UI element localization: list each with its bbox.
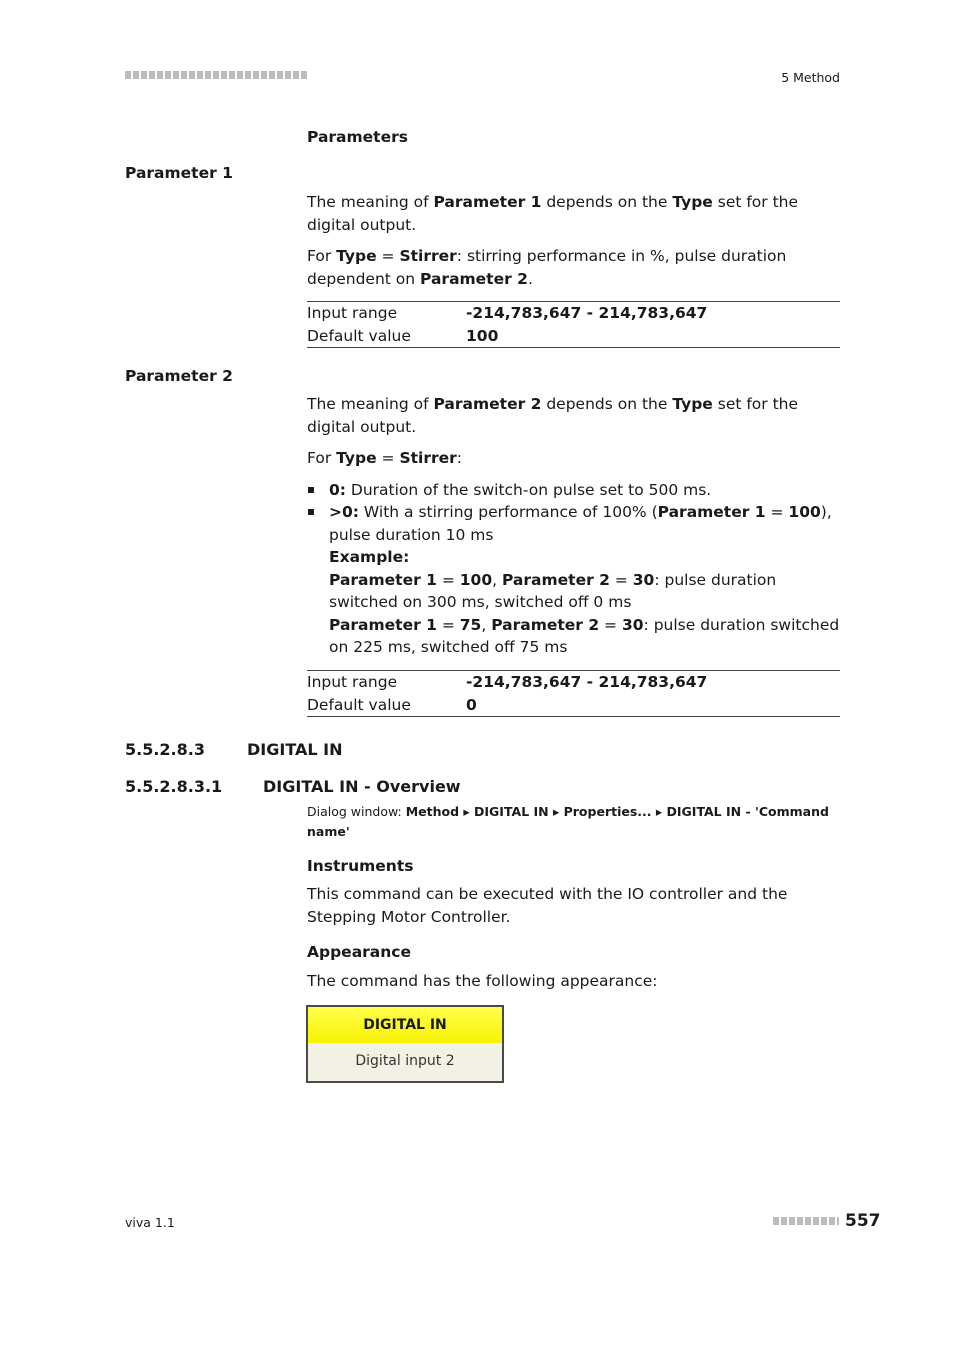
instruments-heading: Instruments [307,857,414,875]
subsection-heading: 5.5.2.8.3.1 DIGITAL IN - Overview [125,777,461,796]
parameter-2-label: Parameter 2 [125,367,233,385]
appearance-heading: Appearance [307,943,411,961]
parameter-2-description [307,393,840,659]
parameter-1-label: Parameter 1 [125,164,233,182]
table-row: Input range -214,783,647 - 214,783,647 [307,673,708,691]
parameter-2-stirrer: For Type = Stirrer: [307,449,463,467]
parameter-2-meaning: The meaning of Parameter 2 depends on the Type set for the digital output. [307,395,799,436]
table-row: Default value 100 [307,326,499,345]
example-label: Example: [329,548,410,566]
parameter-2-list [307,479,840,659]
parameters-heading: Parameters [307,128,408,146]
example-2: Parameter 1 = 75, Parameter 2 = 30: pulse duration switched on 225 ms, switched off 75 ms [329,615,840,656]
footer-product: viva 1.1 [125,1215,175,1230]
list-item: 0: Duration of the switch-on pulse set to 500 ms. [307,479,840,502]
header-decoration [125,71,307,79]
example-1: Parameter 1 = 100, Parameter 2 = 30: pulse duration switched on 300 ms, switched off 0 ms [329,570,777,611]
appearance-text: The command has the following appearance: [307,972,658,990]
list-item: >0: With a stirring performance of 100% (Parameter 1 = 100), pulse duration 10 ms Example: Parameter 1 = 100, Parameter 2 = 30: pulse duration switched on 300 ms, switched off 0 ms Parameter 1 = 75, Parameter 2 = 30: pulse duration switched on 225 ms, switched off 75 ms [307,501,840,659]
header-chapter: 5 Method [781,70,840,85]
page-number: 557 [845,1211,881,1231]
parameter-1-stirrer: For Type = Stirrer: stirring performance in %, pulse duration dependent on Parameter 2. [307,247,787,288]
command-title: DIGITAL IN [308,1007,502,1043]
footer-decoration [773,1217,839,1225]
parameter-1-meaning: The meaning of Parameter 1 depends on the Type set for the digital output. [307,193,799,234]
dialog-window-path: Dialog window: Method ▸ DIGITAL IN ▸ Properties... ▸ DIGITAL IN - 'Command name' [307,804,829,839]
parameter-2-table [307,670,840,717]
command-appearance-box [306,1005,504,1083]
command-subtitle: Digital input 2 [355,1053,455,1069]
table-row: Input range -214,783,647 - 214,783,647 [307,304,708,322]
table-row: Default value 0 [307,695,477,714]
parameter-1-table [307,301,840,348]
instruments-text: This command can be executed with the IO controller and the Stepping Motor Controller. [307,885,788,926]
section-heading: 5.5.2.8.3 DIGITAL IN [125,740,343,759]
parameter-1-description [307,191,840,290]
